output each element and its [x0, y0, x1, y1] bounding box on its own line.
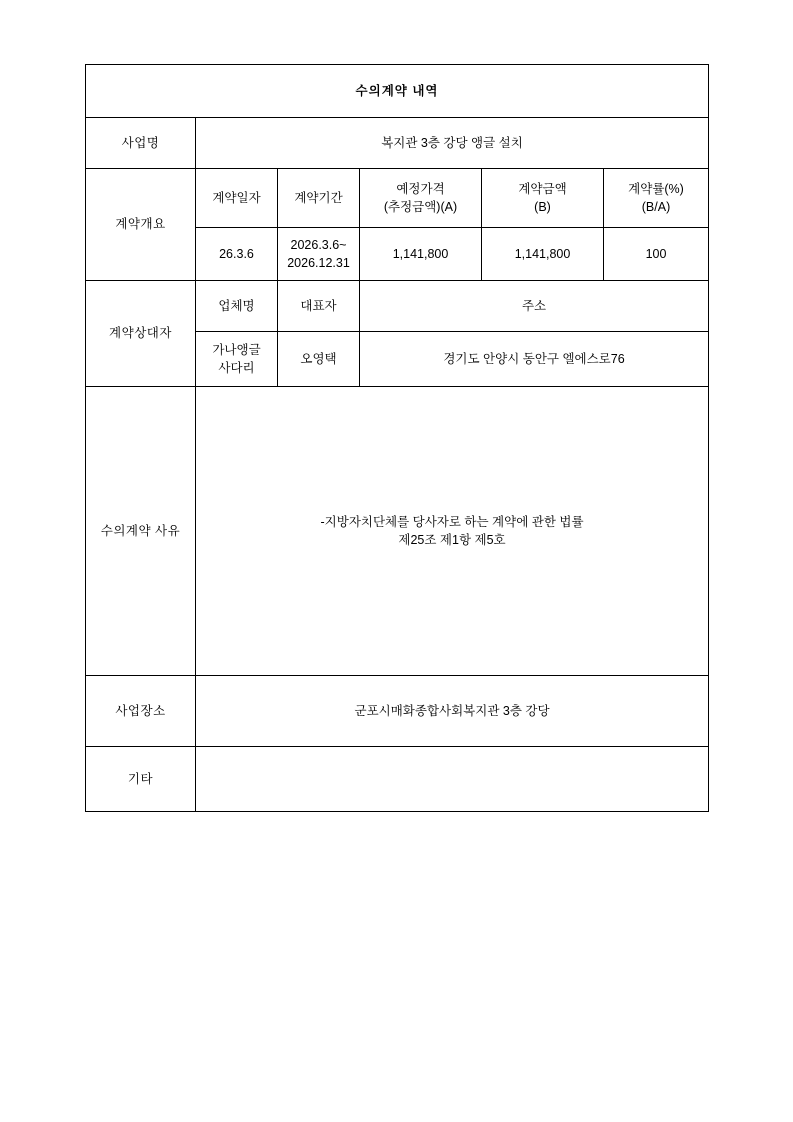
overview-value-contract-amount: 1,141,800: [482, 228, 604, 281]
place-label: 사업장소: [86, 676, 196, 747]
contract-period-line1: 2026.3.6~: [290, 237, 347, 252]
reason-line-2: 제25조 제1항 제5호: [398, 533, 506, 547]
counterparty-value-company: [196, 332, 278, 387]
contract-detail-table: [85, 64, 709, 812]
table-row-etc: [86, 747, 709, 812]
overview-header-estimated-price-line1: 예정가격: [396, 181, 445, 196]
table-row-project-name: [86, 118, 709, 169]
counterparty-company-line1: 가나앵글: [212, 342, 261, 357]
etc-value: [196, 747, 709, 812]
overview-label: 계약개요: [86, 169, 196, 281]
counterparty-value-address: 경기도 안양시 동안구 엘에스로76: [360, 332, 709, 387]
etc-label: 기타: [86, 747, 196, 812]
table-row-place: [86, 676, 709, 747]
overview-header-estimated-price-line2: (추정금액)(A): [383, 200, 458, 214]
overview-header-contract-amount-line2: (B): [534, 200, 551, 214]
overview-header-contract-rate-line1: 계약률(%): [628, 181, 684, 196]
contract-period-line2: 2026.12.31: [287, 256, 350, 270]
table-row-counterparty-headers: [86, 281, 709, 332]
overview-header-contract-amount: [482, 169, 604, 228]
table-row-title: [86, 65, 709, 118]
counterparty-header-address: 주소: [360, 281, 709, 332]
project-name-label: 사업명: [86, 118, 196, 169]
counterparty-header-company: 업체명: [196, 281, 278, 332]
overview-header-contract-rate-line2: (B/A): [641, 200, 671, 214]
counterparty-company-line2: 사다리: [218, 361, 255, 375]
overview-header-estimated-price: [360, 169, 482, 228]
project-name-value: 복지관 3층 강당 앵글 설치: [196, 118, 709, 169]
overview-header-contract-period: 계약기간: [278, 169, 360, 228]
reason-label: 수의계약 사유: [86, 387, 196, 676]
overview-header-contract-amount-line1: 계약금액: [518, 181, 567, 196]
counterparty-header-representative: 대표자: [278, 281, 360, 332]
overview-value-estimated-price: 1,141,800: [360, 228, 482, 281]
overview-header-contract-rate: [604, 169, 709, 228]
reason-line-1: -지방자치단체를 당사자로 하는 계약에 관한 법률: [320, 514, 584, 529]
overview-value-contract-period: [278, 228, 360, 281]
place-value: 군포시매화종합사회복지관 3층 강당: [196, 676, 709, 747]
counterparty-label: 계약상대자: [86, 281, 196, 387]
document-title: 수의계약 내역: [86, 65, 709, 118]
table-row-reason: [86, 387, 709, 676]
counterparty-value-representative: 오영택: [278, 332, 360, 387]
overview-value-contract-rate: 100: [604, 228, 709, 281]
table-row-overview-headers: [86, 169, 709, 228]
reason-value: [196, 387, 709, 676]
overview-header-contract-date: 계약일자: [196, 169, 278, 228]
overview-value-contract-date: 26.3.6: [196, 228, 278, 281]
